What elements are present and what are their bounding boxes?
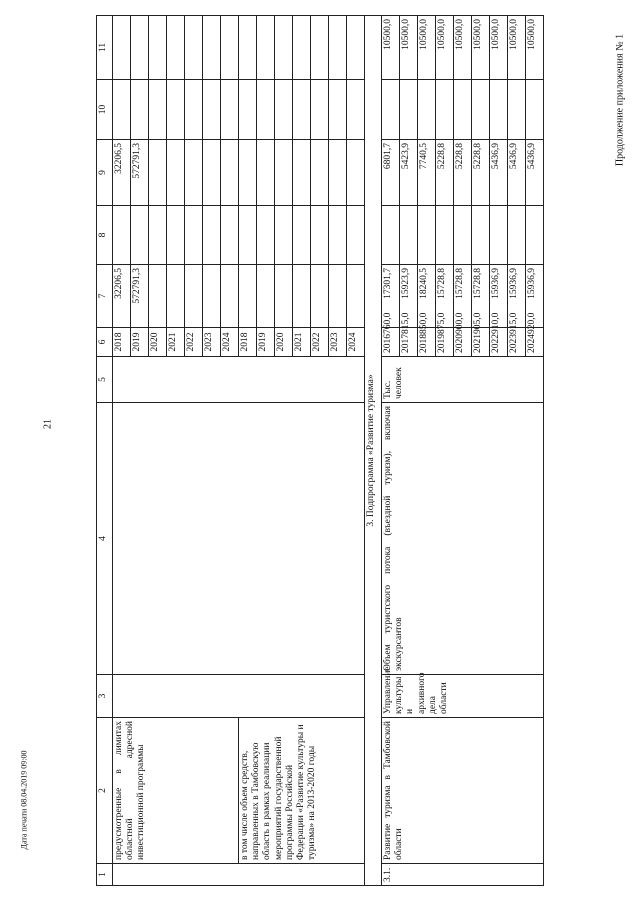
- value-cell: [293, 16, 311, 80]
- year-label: 2018: [419, 334, 429, 353]
- row-number-cell: 3.1.: [382, 864, 544, 886]
- year-label: 2017: [401, 334, 411, 353]
- unit-cell: Тыс. человек: [382, 357, 544, 403]
- value-label: 920,0: [527, 312, 537, 334]
- value-cell: [275, 206, 293, 265]
- value-cell: [490, 206, 508, 265]
- value-cell: 10500,0: [472, 16, 490, 80]
- value-cell: [149, 16, 167, 80]
- value-cell: [203, 16, 221, 80]
- value-cell: 5228,8: [436, 140, 454, 206]
- value-cell: [347, 80, 365, 140]
- value-cell: [149, 265, 167, 328]
- year-label: 2019: [437, 334, 447, 353]
- year-cell: [490, 312, 508, 357]
- page-number: 21: [42, 419, 54, 429]
- value-cell: [311, 16, 329, 80]
- col-header: 3: [97, 675, 113, 718]
- value-cell: [382, 206, 400, 265]
- table-row: [382, 16, 400, 886]
- value-cell: 32206,5: [113, 265, 131, 328]
- value-cell: [239, 140, 257, 206]
- value-cell: [508, 206, 526, 265]
- value-cell: 10500,0: [454, 16, 472, 80]
- col-header: 2: [97, 718, 113, 864]
- value-cell: [293, 265, 311, 328]
- value-cell: [257, 206, 275, 265]
- value-cell: [167, 206, 185, 265]
- value-cell: [221, 80, 239, 140]
- value-cell: [257, 265, 275, 328]
- value-cell: [454, 80, 472, 140]
- value-cell: [311, 206, 329, 265]
- value-cell: [347, 265, 365, 328]
- value-cell: [329, 206, 347, 265]
- value-label: 905,0: [473, 312, 483, 334]
- year-cell: [508, 312, 526, 357]
- year-label: 2023: [509, 334, 519, 353]
- year-cell: 2024: [221, 328, 239, 357]
- year-cell: 2022: [185, 328, 203, 357]
- value-label: 915,0: [509, 312, 519, 334]
- value-cell: 6801,7: [382, 140, 400, 206]
- value-cell: [185, 206, 203, 265]
- value-cell: [221, 140, 239, 206]
- col-header: 11: [97, 16, 113, 80]
- year-cell: [382, 312, 400, 357]
- value-cell: [311, 265, 329, 328]
- value-cell: 10500,0: [382, 16, 400, 80]
- value-cell: [329, 140, 347, 206]
- value-cell: [508, 80, 526, 140]
- value-cell: [454, 206, 472, 265]
- table-area: [96, 16, 616, 886]
- value-cell: [472, 80, 490, 140]
- print-date: Дата печати 08.04.2019 09:00: [19, 750, 29, 850]
- executor-cell: Управление культуры и архивного дела области: [382, 675, 544, 718]
- value-cell: [185, 80, 203, 140]
- value-cell: [257, 140, 275, 206]
- value-cell: [239, 80, 257, 140]
- value-cell: [113, 16, 131, 80]
- row-number-cell: [113, 864, 365, 886]
- value-cell: [275, 265, 293, 328]
- value-cell: 5228,8: [454, 140, 472, 206]
- value-cell: [436, 80, 454, 140]
- value-cell: 15728,8: [454, 265, 472, 328]
- value-cell: [400, 80, 418, 140]
- value-cell: [167, 140, 185, 206]
- value-cell: [329, 80, 347, 140]
- value-cell: [221, 265, 239, 328]
- year-label: 2020: [455, 334, 465, 353]
- value-cell: [400, 206, 418, 265]
- value-cell: [490, 80, 508, 140]
- rotated-table: [96, 16, 616, 886]
- year-cell: [454, 312, 472, 357]
- value-cell: [131, 16, 149, 80]
- value-label: 815,0: [401, 312, 411, 334]
- value-cell: [436, 206, 454, 265]
- table-row: [113, 16, 131, 886]
- value-cell: [221, 16, 239, 80]
- value-cell: [329, 16, 347, 80]
- value-cell: [167, 265, 185, 328]
- value-cell: [293, 206, 311, 265]
- value-cell: [275, 140, 293, 206]
- value-cell: [113, 206, 131, 265]
- value-cell: [149, 140, 167, 206]
- col-header: 7: [97, 265, 113, 328]
- year-cell: 2020: [275, 328, 293, 357]
- value-cell: [347, 206, 365, 265]
- year-cell: 2023: [329, 328, 347, 357]
- col-header: 10: [97, 80, 113, 140]
- year-cell: 2022: [311, 328, 329, 357]
- year-cell: 2020: [149, 328, 167, 357]
- value-cell: 15936,9: [508, 265, 526, 328]
- indicator-cell: Объем туристского потока (въездной туризм), включая экскурсантов: [382, 403, 544, 675]
- year-cell: 2018: [239, 328, 257, 357]
- value-cell: [347, 16, 365, 80]
- value-cell: [221, 206, 239, 265]
- value-cell: 10500,0: [436, 16, 454, 80]
- continuation-note: Продолжение приложения № 1: [614, 33, 626, 167]
- value-cell: 5436,9: [526, 140, 544, 206]
- value-cell: [257, 16, 275, 80]
- year-label: 2016: [383, 334, 393, 353]
- value-cell: [203, 265, 221, 328]
- value-cell: [239, 265, 257, 328]
- value-cell: 5228,8: [472, 140, 490, 206]
- year-label: 2021: [473, 334, 483, 353]
- year-cell: 2021: [293, 328, 311, 357]
- value-cell: [293, 80, 311, 140]
- value-cell: [203, 80, 221, 140]
- value-cell: [275, 16, 293, 80]
- value-cell: 10500,0: [400, 16, 418, 80]
- row-name-cell: в том числе объем средств, направленных в Тамбовскую область в рамках реализации мероприятий государственной программы Российской Федерации «Развитие культуры и туризма» на 2013-2020 годы: [239, 718, 365, 864]
- section-title-row: [365, 16, 382, 886]
- col-header: 6: [97, 328, 113, 357]
- col-header: 8: [97, 206, 113, 265]
- value-cell: 5436,9: [508, 140, 526, 206]
- value-cell: [203, 140, 221, 206]
- year-cell: [418, 312, 436, 357]
- value-cell: [329, 265, 347, 328]
- value-cell: [293, 140, 311, 206]
- row-name-cell: предусмотренные в лимитах областной адресной инвестиционной программы: [113, 718, 239, 864]
- value-cell: [526, 80, 544, 140]
- value-cell: 32206,5: [113, 140, 131, 206]
- column-number-row: [97, 16, 113, 886]
- value-cell: [131, 206, 149, 265]
- value-cell: [131, 80, 149, 140]
- year-cell: 2021: [167, 328, 185, 357]
- value-cell: 15936,9: [526, 265, 544, 328]
- value-cell: 10500,0: [490, 16, 508, 80]
- year-label: 2024: [527, 334, 537, 353]
- year-cell: 2018: [113, 328, 131, 357]
- value-cell: [149, 206, 167, 265]
- value-cell: 17301,7: [382, 265, 400, 328]
- year-cell: [526, 312, 544, 357]
- value-cell: [185, 265, 203, 328]
- value-label: 875,0: [437, 312, 447, 334]
- value-cell: [239, 206, 257, 265]
- year-cell: [472, 312, 490, 357]
- value-cell: [347, 140, 365, 206]
- value-cell: [418, 206, 436, 265]
- value-cell: [149, 80, 167, 140]
- value-cell: 10500,0: [508, 16, 526, 80]
- value-cell: 15728,8: [436, 265, 454, 328]
- value-cell: [311, 140, 329, 206]
- col-header: 9: [97, 140, 113, 206]
- value-label: 850,0: [419, 312, 429, 334]
- col-header: 4: [97, 403, 113, 675]
- program-table: [96, 15, 544, 886]
- value-cell: [382, 80, 400, 140]
- value-cell: [113, 80, 131, 140]
- value-cell: [167, 16, 185, 80]
- value-cell: [185, 140, 203, 206]
- value-cell: 18240,5: [418, 265, 436, 328]
- value-cell: 572791,3: [131, 265, 149, 328]
- row-name-cell: Развитие туризма в Тамбовской области: [382, 718, 544, 864]
- year-cell: 2019: [131, 328, 149, 357]
- value-cell: [185, 16, 203, 80]
- value-cell: 10500,0: [526, 16, 544, 80]
- value-cell: [418, 80, 436, 140]
- value-cell: 7740,5: [418, 140, 436, 206]
- unit-cell: [113, 357, 365, 403]
- value-cell: 572791,3: [131, 140, 149, 206]
- value-cell: [167, 80, 185, 140]
- section-title: 3. Подпрограмма «Развитие туризма»: [365, 16, 382, 886]
- value-cell: 5436,9: [490, 140, 508, 206]
- value-label: 760,0: [383, 312, 393, 334]
- value-cell: 15936,9: [490, 265, 508, 328]
- value-cell: 5423,9: [400, 140, 418, 206]
- value-cell: [239, 16, 257, 80]
- year-cell: [400, 312, 418, 357]
- col-header: 1: [97, 864, 113, 886]
- executor-cell: [113, 675, 365, 718]
- value-cell: [311, 80, 329, 140]
- value-label: 910,0: [491, 312, 501, 334]
- year-label: 2022: [491, 334, 501, 353]
- year-cell: 2023: [203, 328, 221, 357]
- value-cell: [203, 206, 221, 265]
- indicator-cell: [113, 403, 365, 675]
- value-cell: [275, 80, 293, 140]
- value-cell: 15728,8: [472, 265, 490, 328]
- value-cell: [257, 80, 275, 140]
- year-cell: [436, 312, 454, 357]
- value-cell: [472, 206, 490, 265]
- value-cell: [526, 206, 544, 265]
- value-cell: 15923,9: [400, 265, 418, 328]
- col-header: 5: [97, 357, 113, 403]
- year-cell: 2019: [257, 328, 275, 357]
- year-cell: 2024: [347, 328, 365, 357]
- value-label: 900,0: [455, 312, 465, 334]
- value-cell: 10500,0: [418, 16, 436, 80]
